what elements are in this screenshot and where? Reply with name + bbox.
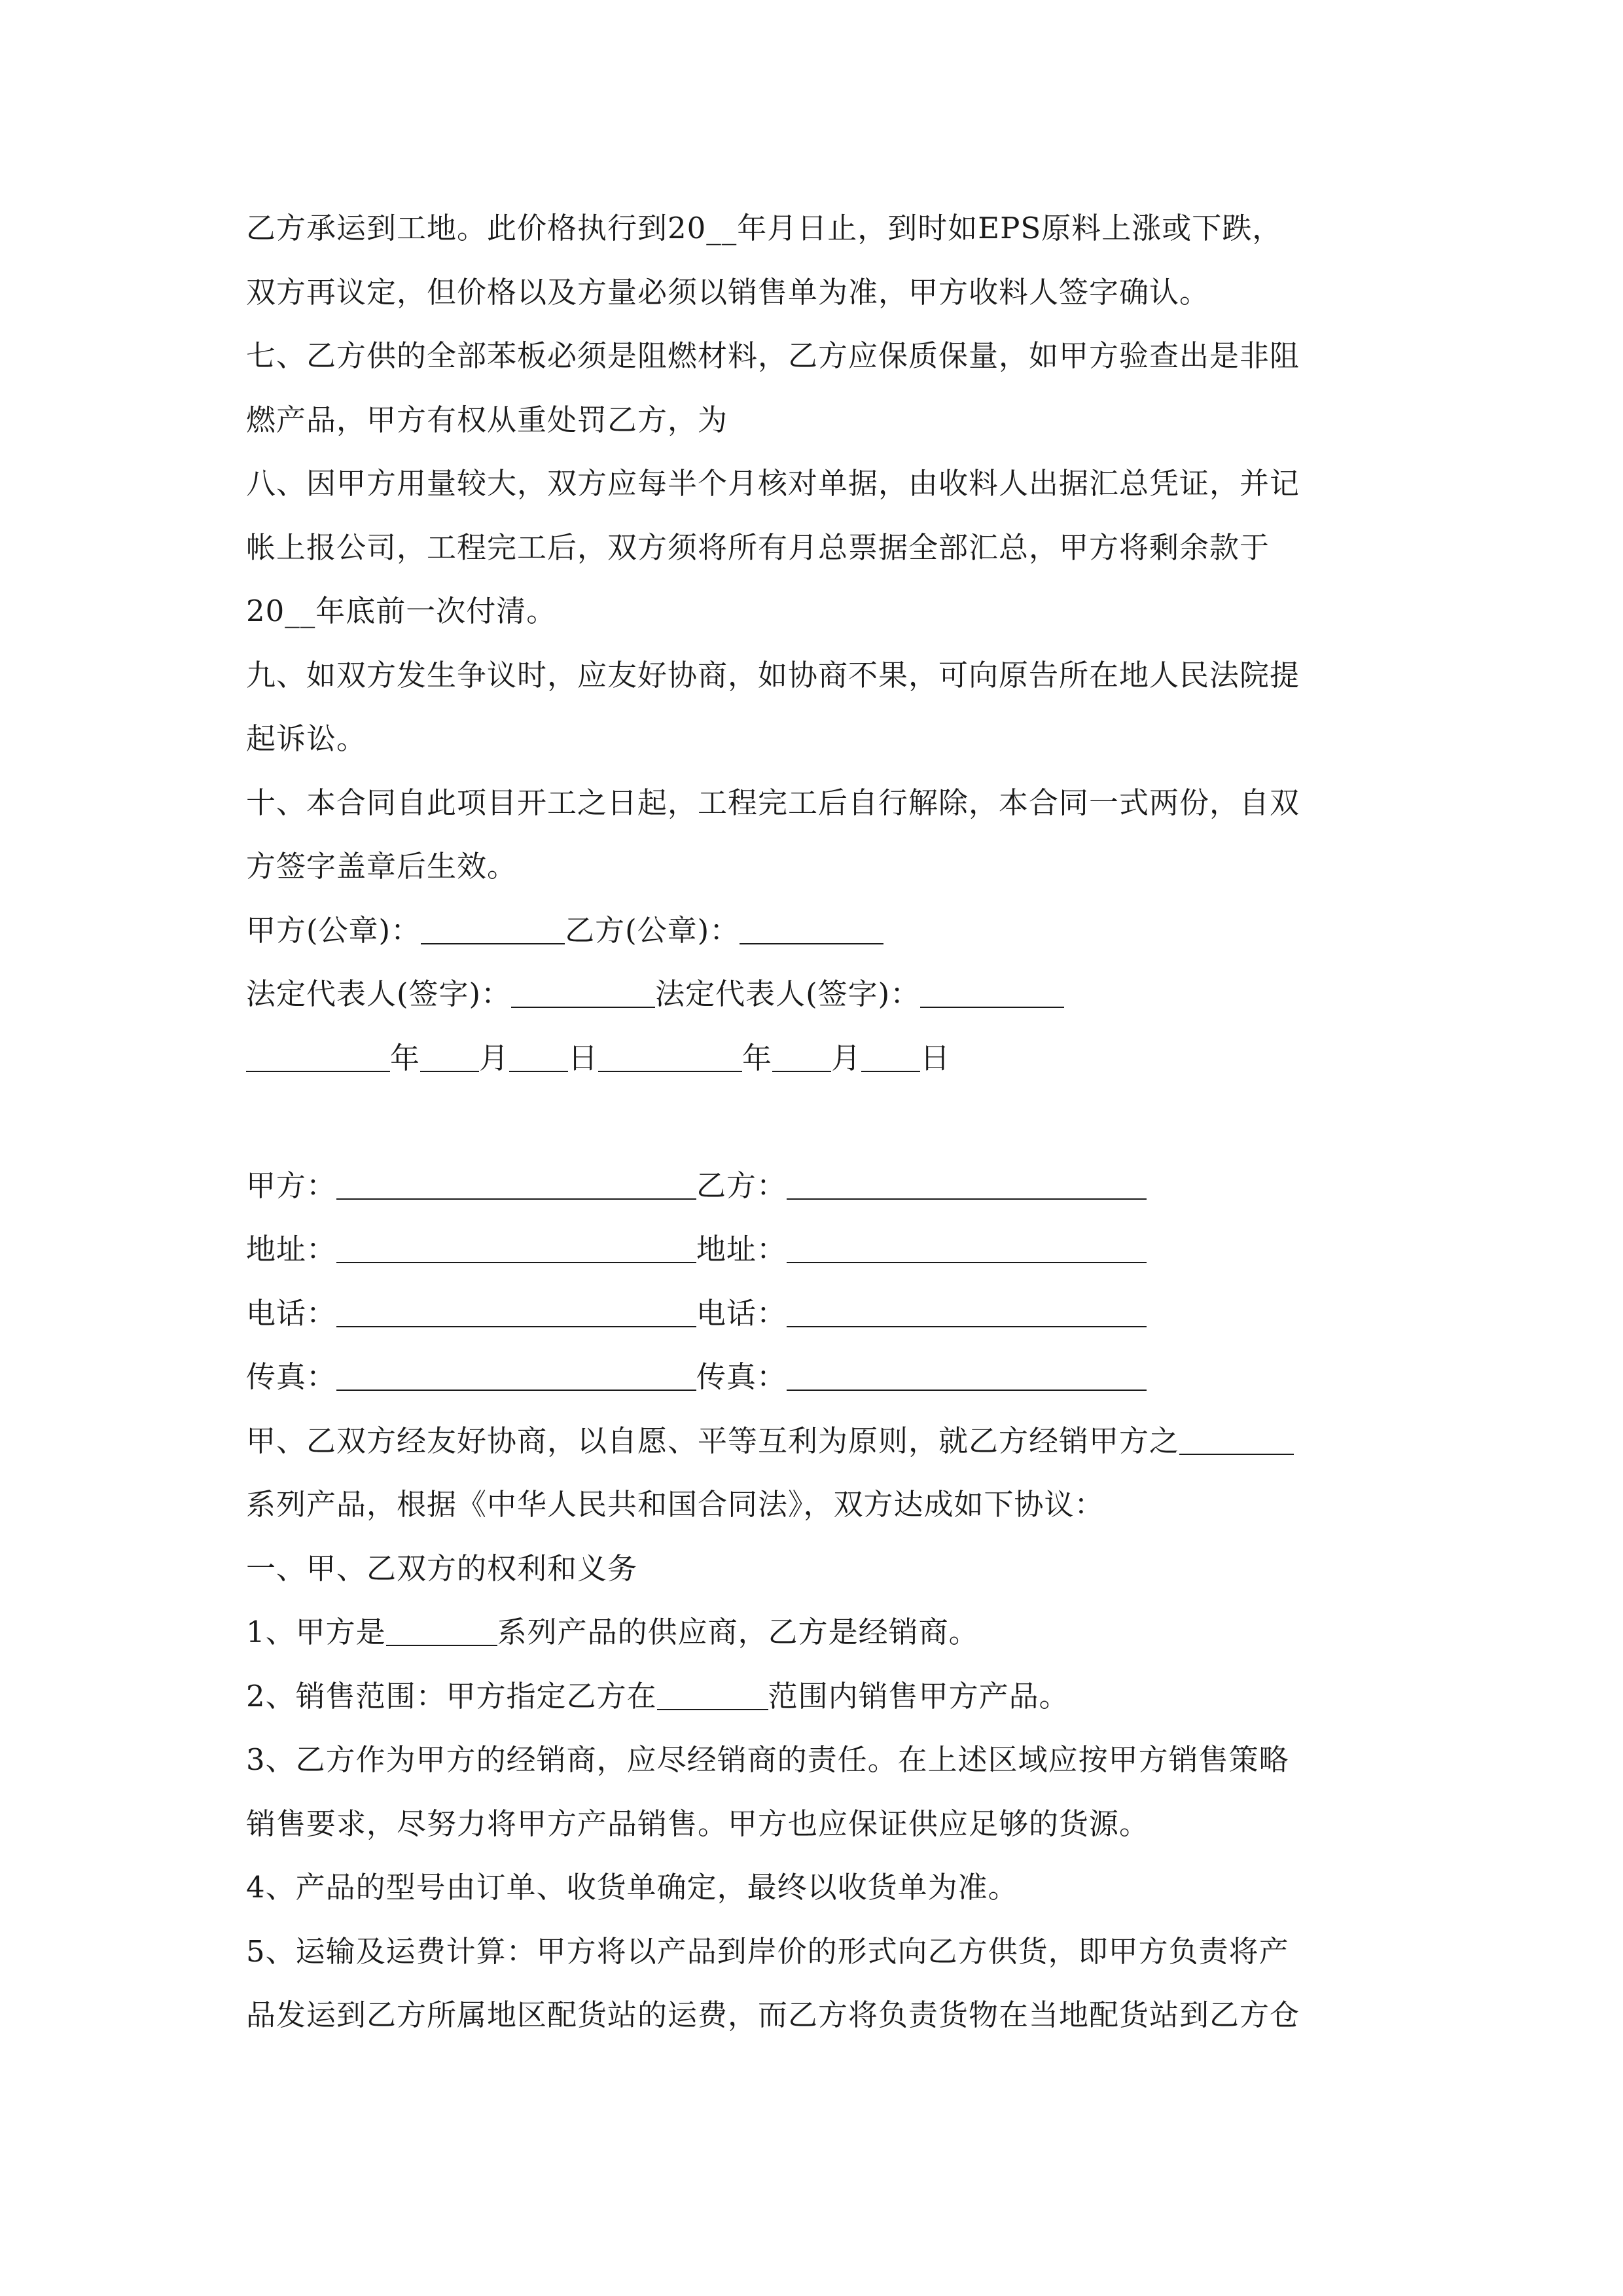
month-label: 月 <box>831 1040 862 1075</box>
month-blank <box>420 1041 479 1072</box>
year-label: 年 <box>742 1040 773 1075</box>
address-line <box>246 1217 1385 1282</box>
month-label: 月 <box>479 1040 510 1075</box>
address-label: 地址： <box>246 1232 337 1266</box>
fax-label: 传真： <box>696 1359 787 1394</box>
supplier-series-blank <box>386 1615 497 1646</box>
clause-9: 九、如双方发生争议时，应友好协商，如协商不果，可向原告所在地人民法院提 <box>246 657 1300 692</box>
party-a-rep-label: 法定代表人(签字)： <box>246 977 512 1011</box>
text-line: 方签字盖章后生效。 <box>246 849 518 884</box>
year-blank <box>598 1041 742 1072</box>
phone-label: 电话： <box>246 1295 337 1331</box>
party-a-seal-blank <box>421 914 565 944</box>
day-label: 日 <box>568 1040 599 1075</box>
party-a-fax-blank <box>336 1360 696 1391</box>
phone-line <box>246 1282 1385 1346</box>
product-series-blank <box>1179 1424 1294 1455</box>
party-b-blank <box>787 1169 1147 1200</box>
text-line: 起诉讼。 <box>246 721 367 756</box>
item-1 <box>246 1600 1385 1664</box>
seal-line <box>246 899 1385 963</box>
item-5: 5、运输及运费计算：甲方将以产品到岸价的形式向乙方供货，即甲方负责将产 <box>246 1933 1289 1969</box>
party-b-phone-blank <box>787 1297 1147 1327</box>
day-label: 日 <box>920 1040 951 1075</box>
item-2-text: 2、销售范围：甲方指定乙方在 <box>246 1678 657 1713</box>
clause-10: 十、本合同自此项目开工之日起，工程完工后自行解除，本合同一式两份，自双 <box>246 785 1300 820</box>
fax-label: 传真： <box>246 1359 337 1394</box>
agreement-intro <box>246 1409 1385 1473</box>
item-1-text: 1、甲方是 <box>246 1615 386 1649</box>
item-2 <box>246 1664 1385 1729</box>
text-line: 销售要求，尽努力将甲方产品销售。甲方也应保证供应足够的货源。 <box>246 1806 1150 1841</box>
party-b-fax-blank <box>787 1360 1147 1391</box>
item-3: 3、乙方作为甲方的经销商，应尽经销商的责任。在上述区域应按甲方销售策略 <box>246 1742 1289 1777</box>
party-b-seal-blank <box>740 914 883 944</box>
text-line: 乙方承运到工地。此价格执行到20__年月日止，到时如EPS原料上涨或下跌， <box>246 211 1283 245</box>
contract-body <box>246 196 1385 2047</box>
day-blank <box>861 1041 920 1072</box>
party-name-line <box>246 1154 1385 1218</box>
party-a-seal-label: 甲方(公章)： <box>246 912 421 948</box>
party-a-phone-blank <box>336 1297 696 1327</box>
item-2-text: 范围内销售甲方产品。 <box>768 1678 1069 1713</box>
text-line: 品发运到乙方所属地区配货站的运费，而乙方将负责货物在当地配货站到乙方仓 <box>246 1998 1300 2032</box>
text-line: 燃产品，甲方有权从重处罚乙方，为 <box>246 402 728 437</box>
day-blank <box>509 1041 568 1072</box>
fax-line <box>246 1345 1385 1409</box>
item-1-text: 系列产品的供应商，乙方是经销商。 <box>497 1615 979 1649</box>
date-line <box>246 1026 1385 1090</box>
party-b-address-blank <box>787 1232 1147 1263</box>
text-line: 20__年底前一次付清。 <box>246 594 557 628</box>
party-b-rep-blank <box>920 977 1064 1008</box>
month-blank <box>772 1041 831 1072</box>
year-label: 年 <box>390 1040 421 1075</box>
spacer <box>246 1090 1385 1154</box>
party-a-label: 甲方： <box>246 1168 337 1203</box>
intro-text: 甲、乙双方经友好协商，以自愿、平等互利为原则，就乙方经销甲方之 <box>246 1423 1180 1458</box>
text-line: 系列产品，根据《中华人民共和国合同法》，双方达成如下协议： <box>246 1487 1105 1522</box>
item-4: 4、产品的型号由订单、收货单确定，最终以收货单为准。 <box>246 1870 1018 1905</box>
party-a-rep-blank <box>511 977 655 1008</box>
party-b-rep-label: 法定代表人(签字)： <box>655 977 921 1011</box>
clause-7: 七、乙方供的全部苯板必须是阻燃材料，乙方应保质保量，如甲方验查出是非阻 <box>246 338 1300 373</box>
party-b-seal-label: 乙方(公章)： <box>565 912 740 948</box>
address-label: 地址： <box>696 1232 787 1266</box>
party-b-label: 乙方： <box>696 1168 787 1203</box>
phone-label: 电话： <box>696 1295 787 1331</box>
party-a-address-blank <box>336 1232 696 1263</box>
party-a-blank <box>336 1169 696 1200</box>
text-line: 帐上报公司，工程完工后，双方须将所有月总票据全部汇总，甲方将剩余款于 <box>246 529 1270 565</box>
sales-area-blank <box>657 1679 768 1710</box>
representative-line <box>246 962 1385 1026</box>
clause-8: 八、因甲方用量较大，双方应每半个月核对单据，由收料人出据汇总凭证，并记 <box>246 466 1300 501</box>
year-blank <box>246 1041 390 1072</box>
section-heading: 一、甲、乙双方的权利和义务 <box>246 1551 638 1586</box>
text-line: 双方再议定，但价格以及方量必须以销售单为准，甲方收料人签字确认。 <box>246 274 1210 310</box>
